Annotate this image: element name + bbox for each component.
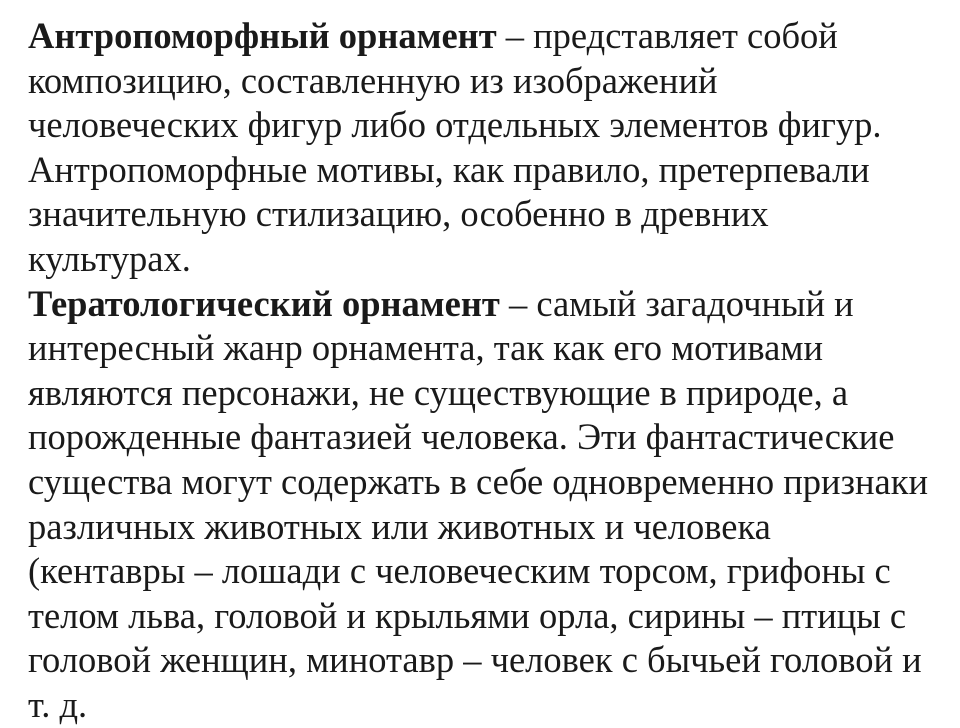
text-line: являются персонажи, не существующие в природе, а (28, 371, 849, 413)
text-line (28, 282, 958, 327)
paragraph-anthropomorphic (28, 14, 958, 282)
text-span: – представляет собой (496, 15, 838, 56)
paragraph-teratological (28, 282, 958, 728)
text-line: человеческих фигур либо отдельных элементов фигур. (28, 104, 882, 146)
text-line: (кентавры – лошади с человеческим торсом, грифоны с (28, 550, 891, 592)
term-heading: Антропоморфный орнамент (28, 15, 497, 56)
text-line: существа могут содержать в себе одновременно признаки (28, 460, 929, 502)
text-line: телом льва, головой и крыльями орла, сирины – птицы с (28, 594, 907, 636)
text-line (28, 14, 958, 59)
text-line: культурах. (28, 237, 191, 279)
term-heading: Тератологический орнамент (28, 282, 500, 324)
text-line: различных животных или животных и человека (28, 505, 771, 547)
text-line: значительную стилизацию, особенно в древних (28, 193, 769, 235)
text-line: композицию, составленную из изображений (28, 59, 718, 101)
slide-text-body (28, 14, 958, 728)
text-line: порожденные фантазией человека. Эти фантастические (28, 416, 895, 458)
text-line: головой женщин, минотавр – человек с бычьей головой и (28, 639, 922, 681)
text-line: интересный жанр орнамента, так как его мотивами (28, 327, 823, 369)
text-span: – самый загадочный и (499, 282, 854, 324)
text-line: Антропоморфные мотивы, как правило, претерпевали (28, 148, 870, 190)
text-line: т. д. (28, 683, 88, 725)
